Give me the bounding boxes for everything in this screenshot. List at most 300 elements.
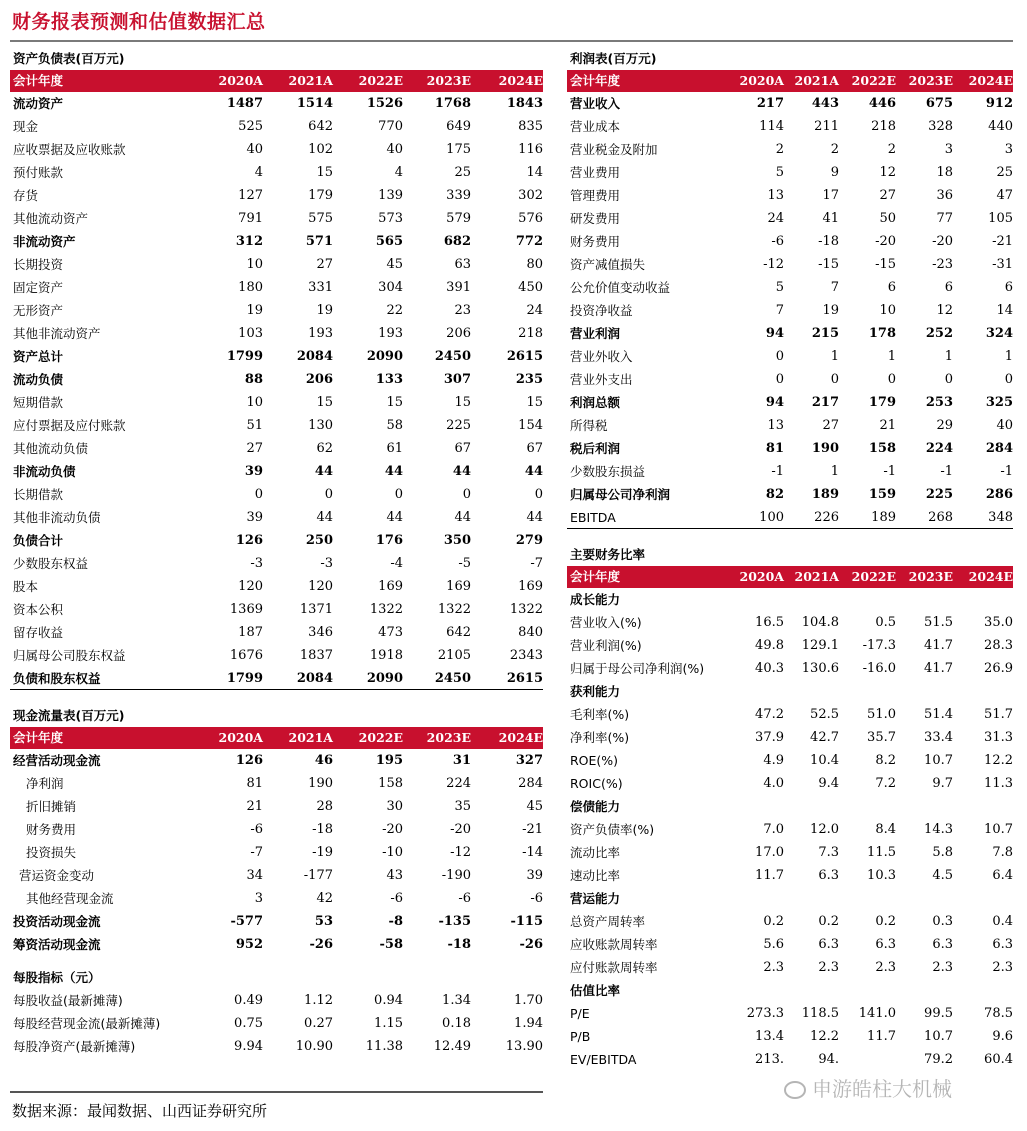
row-value: 169 xyxy=(378,579,403,594)
table-row xyxy=(10,1012,543,1035)
row-value: 81 xyxy=(765,441,784,456)
row-value: -5 xyxy=(458,556,471,571)
row-value: 348 xyxy=(988,510,1013,525)
row-value: 2.3 xyxy=(818,960,839,975)
row-value: 1322 xyxy=(369,602,403,617)
row-value: 1371 xyxy=(299,602,333,617)
row-value: 10.4 xyxy=(810,753,839,768)
row-value: 15 xyxy=(526,395,543,410)
row-value: 1.34 xyxy=(442,993,471,1008)
row-value: 324 xyxy=(985,326,1013,341)
row-value: 1843 xyxy=(506,96,543,111)
row-value: 304 xyxy=(378,280,403,295)
row-value: 126 xyxy=(235,753,263,768)
table-row xyxy=(567,611,1013,634)
balance-sheet-table xyxy=(10,92,543,690)
row-value: 5.6 xyxy=(763,937,784,952)
row-value: 2450 xyxy=(434,349,471,364)
row-label: 负债和股东权益 xyxy=(13,671,101,686)
right-column xyxy=(567,47,1013,1071)
row-label: 投资净收益 xyxy=(570,303,633,318)
row-value: -7 xyxy=(530,556,543,571)
row-value: 180 xyxy=(238,280,263,295)
row-label: 营业外支出 xyxy=(570,372,633,387)
row-value: 5 xyxy=(775,280,784,295)
row-value: 279 xyxy=(515,533,543,548)
row-value: 118.5 xyxy=(801,1006,839,1021)
row-value: 446 xyxy=(868,96,896,111)
row-value: 912 xyxy=(985,96,1013,111)
header-year: 2023E xyxy=(426,73,471,88)
income-statement-table xyxy=(567,92,1013,529)
row-value: 835 xyxy=(518,119,543,134)
row-value: 5 xyxy=(775,165,784,180)
row-value: 2615 xyxy=(506,671,543,686)
row-label: 营业利润 xyxy=(570,326,621,341)
row-value: 44 xyxy=(452,464,471,479)
row-value: 24 xyxy=(526,303,543,318)
row-value: 1 xyxy=(830,349,839,364)
row-value: 44 xyxy=(384,464,403,479)
row-value: 6.3 xyxy=(875,937,896,952)
table-row xyxy=(10,437,543,460)
row-value: 49.8 xyxy=(755,638,784,653)
row-label: 负债合计 xyxy=(13,533,64,548)
row-value: 31 xyxy=(452,753,471,768)
row-value: -18 xyxy=(312,822,333,837)
row-value: 179 xyxy=(868,395,896,410)
header-year: 2020A xyxy=(218,730,263,745)
row-value: 2.3 xyxy=(875,960,896,975)
row-value: 63 xyxy=(454,257,471,272)
row-value: 1799 xyxy=(226,671,263,686)
row-value: 41.7 xyxy=(924,661,953,676)
row-value: -1 xyxy=(940,464,953,479)
row-value: 193 xyxy=(378,326,403,341)
row-value: 103 xyxy=(238,326,263,341)
row-value: 2 xyxy=(830,142,839,157)
row-value: 1322 xyxy=(509,602,543,617)
row-value: 350 xyxy=(443,533,471,548)
row-value: 6.3 xyxy=(932,937,953,952)
row-label: 其他经营现金流 xyxy=(26,891,114,906)
row-value: 4.0 xyxy=(763,776,784,791)
header-label: 会计年度 xyxy=(13,73,64,88)
header-year: 2021A xyxy=(288,730,333,745)
row-value: 440 xyxy=(988,119,1013,134)
row-value: 44 xyxy=(454,510,471,525)
row-value: 82 xyxy=(765,487,784,502)
row-label: 固定资产 xyxy=(13,280,64,295)
row-value: 58 xyxy=(386,418,403,433)
row-value: 12.2 xyxy=(984,753,1013,768)
row-value: 9.94 xyxy=(234,1039,263,1054)
row-value: 37.9 xyxy=(755,730,784,745)
table-row xyxy=(567,933,1013,956)
row-value: 1837 xyxy=(299,648,333,663)
header-year: 2021A xyxy=(288,73,333,88)
row-value: 10 xyxy=(246,257,263,272)
watermark: 申游皓柱大机械 xyxy=(784,1073,952,1102)
row-value: -1 xyxy=(883,464,896,479)
row-value: 391 xyxy=(446,280,471,295)
row-value: 217 xyxy=(756,96,784,111)
row-value: 6 xyxy=(944,280,953,295)
row-value: 7.3 xyxy=(818,845,839,860)
row-value: 126 xyxy=(235,533,263,548)
row-value: 1487 xyxy=(226,96,263,111)
row-value: 682 xyxy=(443,234,471,249)
balance-sheet-header xyxy=(10,70,543,92)
row-label: 存货 xyxy=(13,188,39,203)
row-value: 7.8 xyxy=(992,845,1013,860)
header-year: 2022E xyxy=(851,73,896,88)
row-label: 应付票据及应付账款 xyxy=(13,418,126,433)
row-label: 营业成本 xyxy=(570,119,621,134)
row-label: 成长能力 xyxy=(570,592,621,607)
row-value: 0.18 xyxy=(442,1016,471,1031)
row-value: 27 xyxy=(879,188,896,203)
row-value xyxy=(784,795,839,818)
row-label: 投资损失 xyxy=(26,845,77,860)
table-row xyxy=(567,1025,1013,1048)
row-value: 51.5 xyxy=(924,615,953,630)
row-value: 5.8 xyxy=(932,845,953,860)
row-value: 39 xyxy=(244,464,263,479)
row-value: 1369 xyxy=(229,602,263,617)
table-row xyxy=(567,1002,1013,1025)
row-label: P/E xyxy=(570,1006,590,1021)
row-value: 19 xyxy=(316,303,333,318)
row-label: 毛利率(%) xyxy=(570,707,630,722)
table-row xyxy=(10,115,543,138)
row-value: 10 xyxy=(246,395,263,410)
row-value: 302 xyxy=(518,188,543,203)
row-value: 2.3 xyxy=(932,960,953,975)
row-value: 10.7 xyxy=(924,1029,953,1044)
row-value: 252 xyxy=(925,326,953,341)
table-row xyxy=(567,506,1013,529)
table-row xyxy=(10,772,543,795)
row-value: 11.38 xyxy=(365,1039,403,1054)
row-value: 9.4 xyxy=(818,776,839,791)
row-value: 225 xyxy=(446,418,471,433)
table-row xyxy=(567,161,1013,184)
row-label: 营业收入 xyxy=(570,96,621,111)
row-value: 139 xyxy=(378,188,403,203)
row-value: 0.27 xyxy=(304,1016,333,1031)
row-value: 15 xyxy=(316,165,333,180)
table-row xyxy=(567,345,1013,368)
row-value: -3 xyxy=(320,556,333,571)
row-value: 39 xyxy=(526,868,543,883)
row-label: 应付账款周转率 xyxy=(570,960,658,975)
row-value: 2450 xyxy=(434,671,471,686)
row-value: 2105 xyxy=(437,648,471,663)
row-value: 10.7 xyxy=(924,753,953,768)
page-title: 财务报表预测和估值数据汇总 xyxy=(12,11,266,33)
row-value: 0 xyxy=(394,487,403,502)
row-value xyxy=(712,887,784,910)
table-row xyxy=(10,667,543,690)
table-row xyxy=(10,414,543,437)
table-row xyxy=(10,529,543,552)
row-value xyxy=(953,887,1013,910)
row-value: 80 xyxy=(526,257,543,272)
row-value: 1.70 xyxy=(514,993,543,1008)
row-value: 11.5 xyxy=(867,845,896,860)
header-year: 2021A xyxy=(794,569,839,584)
row-label: 资本公积 xyxy=(13,602,64,617)
row-value: 178 xyxy=(868,326,896,341)
row-value xyxy=(712,979,784,1002)
row-value: 13 xyxy=(767,188,784,203)
row-value: 6.3 xyxy=(818,868,839,883)
row-value: 10.3 xyxy=(867,868,896,883)
row-label: 营业收入(%) xyxy=(570,615,642,630)
row-value: 0 xyxy=(775,349,784,364)
row-value: 217 xyxy=(811,395,839,410)
row-value: 51.4 xyxy=(924,707,953,722)
row-value xyxy=(712,795,784,818)
row-value: 1.12 xyxy=(304,993,333,1008)
row-value: 6 xyxy=(887,280,896,295)
row-value: 25 xyxy=(454,165,471,180)
row-value: 158 xyxy=(378,776,403,791)
title-divider xyxy=(10,40,1013,42)
header-label: 会计年度 xyxy=(570,569,621,584)
row-value: 9.6 xyxy=(992,1029,1013,1044)
row-value: 102 xyxy=(308,142,333,157)
row-value xyxy=(953,680,1013,703)
row-value: 770 xyxy=(378,119,403,134)
row-value: 1526 xyxy=(366,96,403,111)
table-row xyxy=(567,634,1013,657)
row-value: 1918 xyxy=(369,648,403,663)
row-value: 61 xyxy=(386,441,403,456)
row-value: 6.3 xyxy=(992,937,1013,952)
row-label: 每股收益(最新摊薄) xyxy=(13,993,123,1008)
row-value: 0.3 xyxy=(932,914,953,929)
row-label: 财务费用 xyxy=(570,234,621,249)
row-value: -58 xyxy=(379,937,403,952)
row-value: 46 xyxy=(314,753,333,768)
row-value: 215 xyxy=(811,326,839,341)
row-value: 40.3 xyxy=(755,661,784,676)
table-row xyxy=(567,726,1013,749)
income-statement-title: 利润表(百万元) xyxy=(570,51,657,66)
row-value: -12 xyxy=(450,845,471,860)
row-value: -31 xyxy=(992,257,1013,272)
row-value: -20 xyxy=(382,822,403,837)
table-row xyxy=(10,795,543,818)
row-value: 0 xyxy=(462,487,471,502)
row-value: 218 xyxy=(518,326,543,341)
table-row xyxy=(567,979,1013,1002)
row-value xyxy=(839,588,896,611)
row-value xyxy=(839,1048,896,1071)
row-label: 股本 xyxy=(13,579,39,594)
ratios-table xyxy=(567,588,1013,1071)
table-row xyxy=(567,956,1013,979)
row-label: P/B xyxy=(570,1029,591,1044)
row-label: 经营活动现金流 xyxy=(13,753,101,768)
table-row xyxy=(10,207,543,230)
row-value: 19 xyxy=(822,303,839,318)
row-value: 127 xyxy=(238,188,263,203)
row-value: 29 xyxy=(936,418,953,433)
table-row xyxy=(567,864,1013,887)
row-value xyxy=(896,887,953,910)
row-value: 772 xyxy=(515,234,543,249)
table-row xyxy=(10,92,543,115)
row-value: 2343 xyxy=(509,648,543,663)
row-value: 45 xyxy=(386,257,403,272)
per-share-table xyxy=(10,989,543,1058)
table-row xyxy=(567,368,1013,391)
row-value: 235 xyxy=(515,372,543,387)
row-label: 折旧摊销 xyxy=(26,799,77,814)
row-value: 62 xyxy=(316,441,333,456)
row-value: 0 xyxy=(324,487,333,502)
row-value: 159 xyxy=(868,487,896,502)
row-label: 归属母公司股东权益 xyxy=(13,648,126,663)
header-year: 2020A xyxy=(739,73,784,88)
row-value: 7.0 xyxy=(763,822,784,837)
row-value: 6.3 xyxy=(818,937,839,952)
row-value: 2090 xyxy=(366,671,403,686)
row-value: 53 xyxy=(314,914,333,929)
table-row xyxy=(10,841,543,864)
table-row xyxy=(567,391,1013,414)
row-value: 176 xyxy=(375,533,403,548)
row-value: -115 xyxy=(510,914,543,929)
row-value: -16.0 xyxy=(862,661,896,676)
row-value: 28 xyxy=(316,799,333,814)
row-value: -20 xyxy=(450,822,471,837)
row-value: 339 xyxy=(446,188,471,203)
row-value: -577 xyxy=(230,914,263,929)
table-row xyxy=(567,299,1013,322)
row-value: -1 xyxy=(771,464,784,479)
row-value: 327 xyxy=(515,753,543,768)
table-row xyxy=(10,644,543,667)
row-value: 21 xyxy=(879,418,896,433)
wechat-icon xyxy=(784,1081,806,1099)
row-value: 0.4 xyxy=(992,914,1013,929)
row-value xyxy=(896,588,953,611)
table-row xyxy=(10,345,543,368)
row-value: 52.5 xyxy=(810,707,839,722)
row-value: 571 xyxy=(305,234,333,249)
row-value: -6 xyxy=(771,234,784,249)
table-row xyxy=(567,437,1013,460)
row-value xyxy=(953,795,1013,818)
row-value: 952 xyxy=(235,937,263,952)
row-value: 19 xyxy=(246,303,263,318)
table-row xyxy=(10,483,543,506)
row-value: -6 xyxy=(530,891,543,906)
row-value: 4 xyxy=(394,165,403,180)
row-value: 189 xyxy=(811,487,839,502)
row-value: 40 xyxy=(246,142,263,157)
row-value: 39 xyxy=(246,510,263,525)
row-label: 短期借款 xyxy=(13,395,64,410)
row-value: 42 xyxy=(316,891,333,906)
row-value: 1 xyxy=(887,349,896,364)
row-value: 36 xyxy=(936,188,953,203)
table-row xyxy=(10,460,543,483)
row-label: 应收票据及应收账款 xyxy=(13,142,126,157)
row-value: 307 xyxy=(443,372,471,387)
row-label: 速动比率 xyxy=(570,868,621,883)
table-row xyxy=(10,818,543,841)
row-value: 3 xyxy=(254,891,263,906)
row-value: 9.7 xyxy=(932,776,953,791)
row-value: 328 xyxy=(928,119,953,134)
row-label: 其他非流动资产 xyxy=(13,326,101,341)
row-value xyxy=(839,887,896,910)
row-label: 投资活动现金流 xyxy=(13,914,101,929)
row-value: 133 xyxy=(375,372,403,387)
row-value: 44 xyxy=(314,464,333,479)
row-value xyxy=(953,979,1013,1002)
table-row xyxy=(567,910,1013,933)
header-year: 2021A xyxy=(794,73,839,88)
header-year: 2022E xyxy=(358,73,403,88)
row-value: -15 xyxy=(818,257,839,272)
table-row xyxy=(10,253,543,276)
row-value: -23 xyxy=(932,257,953,272)
row-value: 0.94 xyxy=(374,993,403,1008)
row-value: -15 xyxy=(875,257,896,272)
row-value: 525 xyxy=(238,119,263,134)
row-label: 管理费用 xyxy=(570,188,621,203)
row-value: 179 xyxy=(308,188,333,203)
row-value: 47 xyxy=(996,188,1013,203)
row-label: 研发费用 xyxy=(570,211,621,226)
row-value: 2615 xyxy=(506,349,543,364)
row-value: 15 xyxy=(316,395,333,410)
header-year: 2022E xyxy=(358,730,403,745)
row-value: 15 xyxy=(386,395,403,410)
source-divider xyxy=(10,1091,543,1093)
row-label: 长期投资 xyxy=(13,257,64,272)
row-value: -3 xyxy=(250,556,263,571)
row-value: 23 xyxy=(454,303,471,318)
row-label: EV/EBITDA xyxy=(570,1052,637,1067)
row-value: 94 xyxy=(765,395,784,410)
row-value: 12.0 xyxy=(810,822,839,837)
row-value: 13 xyxy=(767,418,784,433)
row-value: 14.3 xyxy=(924,822,953,837)
row-label: 预付账款 xyxy=(13,165,64,180)
row-value: 3 xyxy=(1004,142,1013,157)
row-label: ROIC(%) xyxy=(570,776,623,791)
balance-sheet-title: 资产负债表(百万元) xyxy=(13,51,125,66)
row-value: 286 xyxy=(985,487,1013,502)
row-value: 253 xyxy=(925,395,953,410)
row-value xyxy=(839,979,896,1002)
header-year: 2024E xyxy=(498,73,543,88)
row-value: 78.5 xyxy=(984,1006,1013,1021)
row-value: -14 xyxy=(522,845,543,860)
table-row xyxy=(10,506,543,529)
row-value: 41.7 xyxy=(924,638,953,653)
row-label: 流动负债 xyxy=(13,372,64,387)
row-value: 11.7 xyxy=(755,868,784,883)
row-value: 189 xyxy=(871,510,896,525)
